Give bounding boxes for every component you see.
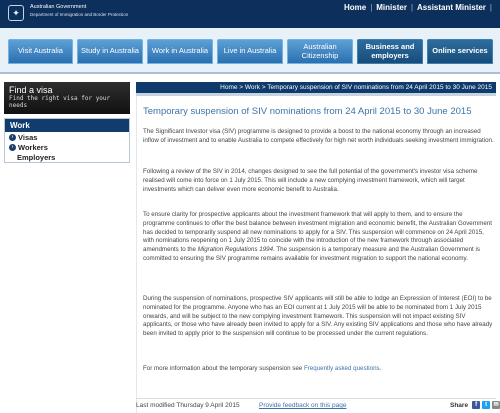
sidebar xyxy=(4,82,130,168)
sidebar-item-employers[interactable] xyxy=(5,152,129,162)
share-bar xyxy=(450,401,500,409)
main-content xyxy=(136,96,496,413)
site-header xyxy=(0,0,500,28)
page-footer xyxy=(136,398,499,413)
logo-line2: Department of Immigration and Border Protection xyxy=(30,12,129,17)
sidebar-item-visas[interactable] xyxy=(5,132,129,142)
regulations-title: Migration Regulations 1994 xyxy=(197,246,274,254)
sidebar-item-label: Workers xyxy=(18,142,48,152)
page-title: Temporary suspension of SIV nominations from 24 April 2015 to 30 June 2015 xyxy=(143,106,472,117)
paragraph: Following a review of the SIV in 2014, changes designed to see the full potential of the government's investor visa scheme realised will come into force on 1 July 2015. This will include a new complying investment framework, which will target investments which can deliver even more economic benefit to Australia. xyxy=(143,168,478,193)
facebook-icon[interactable]: f xyxy=(472,401,480,409)
top-nav-separator: | xyxy=(410,3,414,12)
sidebar-item-label: Employers xyxy=(17,152,56,162)
sidebar-item-workers[interactable] xyxy=(5,142,129,152)
paragraph: For more information about the temporary suspension see Frequently asked questions. xyxy=(143,365,382,372)
tab-work-in-australia[interactable]: Work in Australia xyxy=(147,39,213,64)
main-nav xyxy=(0,28,500,74)
tab-live-in-australia[interactable]: Live in Australia xyxy=(217,39,283,64)
paragraph: The Significant Investor visa (SIV) programme is designed to provide a boost to the national economy through an increased inflow of investment and to enable Australia to compete effectively for high net worth individuals seeking investment immigration. xyxy=(143,128,494,144)
top-nav xyxy=(340,0,492,15)
top-link-home[interactable]: Home xyxy=(343,3,367,12)
top-nav-separator: | xyxy=(370,3,373,12)
tab-visit-australia[interactable]: Visit Australia xyxy=(8,39,73,64)
feedback-link[interactable]: Provide feedback on this page xyxy=(259,402,347,409)
share-label: Share xyxy=(450,401,469,409)
sidebar-item-label: Visas xyxy=(18,132,38,142)
last-modified: Last modified Thursday 9 April 2015 xyxy=(136,402,240,409)
paragraph: To ensure clarity for prospective applicants about the investment framework that will apply to them, and to ensure the programme continues to offer the best balance between investment migration and economic benefit, the Australian Government has decided to temporarily suspend all new nominations to apply for a SIV. This suspension will commence on 24 April 2015, with nominations reopening on 1 July 2015 to coincide with the introduction of the new framework through associated amendments to the Migration Regulations 1994. The suspension is a temporary measure and the Australian Government is committed to ensuring the SIV programme remains available for investment migration to support the national economy. xyxy=(143,211,492,262)
tab-study-in-australia[interactable]: Study in Australia xyxy=(77,39,143,64)
tab-business-and-employers[interactable]: Business and employers xyxy=(357,39,423,64)
top-link-minister[interactable]: Minister xyxy=(376,3,407,12)
faq-link[interactable]: Frequently asked questions xyxy=(303,365,380,372)
tab-australian-citizenship[interactable]: Australian Citizenship xyxy=(287,39,353,64)
breadcrumb[interactable]: Home > Work > Temporary suspension of SIV nominations from 24 April 2015 to 30 June 2015 xyxy=(136,82,496,93)
government-logo[interactable] xyxy=(8,4,138,24)
top-link-assistant-minister[interactable]: Assistant Minister xyxy=(417,3,486,12)
work-section xyxy=(4,118,130,163)
email-icon[interactable]: ✉ xyxy=(493,402,499,408)
find-a-visa-box[interactable] xyxy=(4,82,130,114)
coat-of-arms-icon: ✦ xyxy=(8,5,24,21)
find-visa-title: Find a visa xyxy=(9,85,53,95)
find-visa-subtitle: Find the right visa for your needs xyxy=(9,95,111,109)
chevron-right-icon: › xyxy=(9,144,16,151)
chevron-right-icon: › xyxy=(9,134,16,141)
twitter-icon[interactable]: t xyxy=(482,401,490,409)
paragraph: During the suspension of nominations, prospective SIV applicants will still be able to lodge an Expression of Interest (EOI) to be nominated for the programme. Anyone who has an EOI current at 1 July 2015 will be able to be nominated from 1 July 2015 onwards, and will be subject to the new complying investment framework. This suspension will not impact existing SIV applicants, or those who have already been invited to apply for a SIV. Any existing SIV applications and those who have already been invited to apply prior to the suspension will continue to be processed under the current regulations. xyxy=(143,295,493,338)
top-nav-separator: | xyxy=(489,3,492,12)
work-section-title: Work xyxy=(5,119,129,132)
logo-line1: Australian Government xyxy=(30,4,87,10)
tab-online-services[interactable]: Online services xyxy=(427,39,493,64)
